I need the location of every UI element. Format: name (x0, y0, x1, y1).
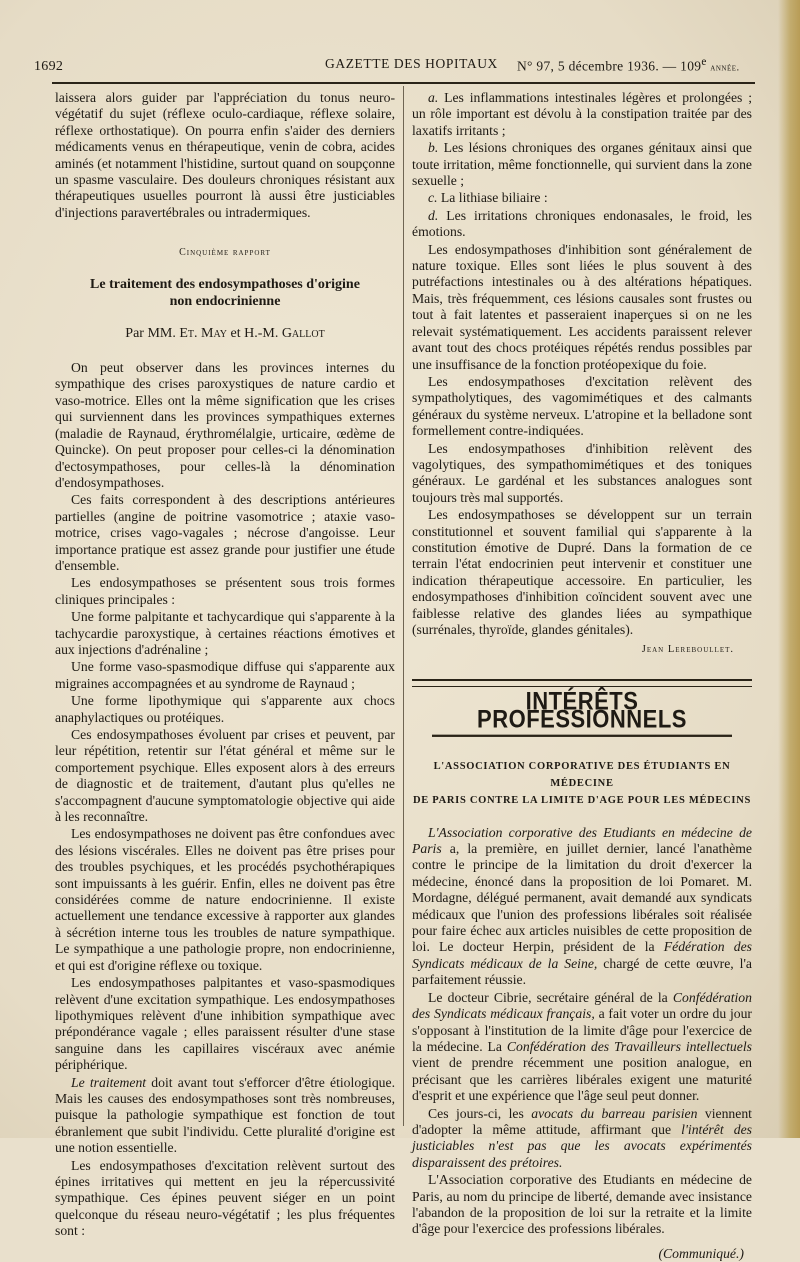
paragraph: Ces endosympathoses évoluent par crises et peuvent, par leur répétition, retentir sur l'état général et même sur le comportement psychique. Elles exposent alors à des erreurs de diagnostic et de traitement, d'autant plus qu'elles ne s'accompagnent d'aucune symptomatologie objective qui aide à les reconnaître. (55, 727, 395, 825)
column-divider (403, 86, 404, 1126)
report-authors: Par MM. Et. May et H.-M. Gallot (125, 325, 325, 341)
paragraph: Les endosympathoses palpitantes et vaso-spasmodiques relèvent d'une excitation sympathique. Les endosympathoses lipothymiques relèvent d'une inhibition sympathique avec prépondérance vagale ; elles paraissent résulter d'une stase sanguine dans les capillaires viscéraux avec anémie périphérique. (55, 975, 395, 1073)
paragraph: Les endosympathoses ne doivent pas être confondues avec des lésions viscérales. Elles ne doivent pas être prises pour des troubles psychiques, et les procédés psychothérapiques sont impuissants à les guérir. Enfin, elles ne doivent pas être considérées comme de nature endocrinienne. Il existe actuellement une tendance excessive à rapporter aux glandes à sécrétion interne tous les troubles de nature sympathique. Le sympathique a une pathologie propre, non endocrinienne, et qui est d'origine réflexe ou toxique. (55, 826, 395, 973)
list-item: a. Les inflammations intestinales légères et prolongées ; un rôle important est dévolu à la constipation traitée par des laxatifs irritants ; (412, 90, 752, 138)
paragraph: Le traitement doit avant tout s'efforcer d'être étiologique. Mais les causes des endosympathoses sont très nombreuses, puisque la pathologie sympathique est fonction de tout ébranlement que subit l'individu. Cette pluralité d'origine est une notion essentielle. (55, 1074, 395, 1156)
paragraph: Le docteur Cibrie, secrétaire général de la Confédération des Syndicats médicaux français, a fait voter un ordre du jour s'opposant à l'institution de la limite d'âge pour l'exercice de la médecine. La Confédération des Travailleurs intellectuels vient de prendre récemment une position analogue, en précisant que les carrières libérales exigent une maturité d'esprit et une expérience que l'âge seul peut donner. (412, 989, 752, 1104)
paragraph: Les endosympathoses d'inhibition sont généralement de nature toxique. Elles sont liées le plus souvent à des putréfactions intestinales ou à des altérations hépatiques. Mais, très fréquemment, ces lésions causales sont frustes ou tout à fait latentes et passeraient inaperçues si on ne les relevait systématiquement. Les accidents paraissent relever avant tout des chocs protéiques répétés rendus possibles par une insuffisance de la fonction protéopexique du foie. (412, 241, 752, 372)
author-signature: Jean Lereboullet. (641, 644, 734, 656)
paragraph: laissera alors guider par l'appréciation du tonus neuro-végétatif du sujet (réflexe oculo-cardiaque, réflexe solaire, réflexe orthostatique). On pourra enfin s'aider des derniers médicaments venus en thérapeutique, venin de cobra, acides aminés (et notamment l'histidine, surtout quand on soupçonne un spasme vasculaire. Des douleurs chroniques résistant aux thérapeutiques usuelles pourront là aussi être justiciables d'injections paravertébrales ou intradermiques. (55, 90, 395, 220)
paragraph: Ces jours-ci, les avocats du barreau parisien viennent d'adopter la même attitude, affirmant que l'intérêt des justiciables n'est pas que les avocats expérimentés disparaissent des prétoires. (412, 1105, 752, 1170)
list-item: c. La lithiase biliaire : (428, 190, 548, 206)
report-title: Le traitement des endosympathoses d'origine non endocrinienne (90, 276, 360, 309)
left-column (55, 90, 395, 1241)
paragraph: On peut observer dans les provinces internes du sympathique des crises paroxystiques de nature cardio et vaso-motrice. Elles ont la même signification que les crises qui surviennent dans les provinces sympathiques externes (maladie de Raynaud, érythromélalgie, urticaire, œdème de Quincke). On peut proposer pour celles-ci la dénomination d'ectosympathoses, pour celles-là la dénomination d'endosympathoses. (55, 360, 395, 490)
section-title: INTÉRÊTS PROFESSIONNELS (432, 692, 732, 737)
page-header (30, 52, 765, 76)
paragraph: Une forme palpitante et tachycardique qui s'apparente à la tachycardie paroxystique, à certaines réactions émotives et aux injections d'adrénaline ; (55, 609, 395, 657)
paragraph: Les endosympathoses d'inhibition relèvent des vagolytiques, des sympathomimétiques et des toniques généraux. Le gardénal et les substances analogues sont toujours très mal supportés. (412, 440, 752, 505)
paragraph: L'Association corporative des Etudiants en médecine de Paris, au nom du principe de liberté, demande avec insistance l'abandon de la proposition de loi sur la retraite et la limite d'âge pour l'exercice des professions libérales. (412, 1172, 752, 1237)
paragraph: Les endosympathoses se développent sur un terrain constitutionnel et souvent familial qui s'apparente à la constitution émotive de Dupré. Dans la formation de ce terrain l'état endocrinien peut intervenir et constituer une indication thérapeutique accessoire. En particulier, les endosympathoses d'inhibition coïncident souvent avec une faiblesse relative des glandes liées au sympathique (surrénales, thyroïde, glandes génitales). (412, 507, 752, 637)
report-label: Cinquième rapport (179, 247, 271, 259)
paragraph: Les endosympathoses se présentent sous trois formes cliniques principales : (55, 575, 395, 607)
list-item: d. Les irritations chroniques endonasales, le froid, les émotions. (412, 207, 752, 240)
journal-name: GAZETTE DES HOPITAUX (325, 56, 498, 71)
paragraph: Une forme vaso-spasmodique diffuse qui s'apparente aux migraines accompagnées et au syndrome de Raynaud ; (55, 659, 395, 691)
paragraph: Ces faits correspondent à des descriptions antérieures partielles (angine de poitrine vasomotrice ; ataxie vaso-motrice, crises vago-vagales ; nécrose d'angoisse. Leur importance pratique est assez grande pour justifier une étude d'ensemble. (55, 492, 395, 573)
right-column (412, 90, 752, 1262)
page-number: 1692 (34, 59, 64, 74)
article-title: L'ASSOCIATION CORPORATIVE DES ÉTUDIANTS EN MÉDECINE DE PARIS CONTRE LA LIMITE D'AGE POUR LES MÉDECINS (412, 760, 752, 806)
paragraph: Une forme lipothymique qui s'apparente aux chocs anaphylactiques ou protéiques. (55, 693, 395, 725)
issue-info: N° 97, 5 décembre 1936. — 109e année. (517, 56, 740, 74)
communique-note: (Communiqué.) (658, 1245, 744, 1261)
page-edge-shadow (778, 0, 800, 1138)
paragraph: L'Association corporative des Etudiants en médecine de Paris a, la première, en juillet dernier, lancé l'anathème contre le principe de la limitation du droit d'exercer la médecine, énoncé dans la proposition de loi Pomaret. M. Mordagne, délégué permanent, avait demandé aux syndicats médicaux que l'union des professions libérales soit réalisée pour faire échec aux articles nuisibles de cette proposition de loi. Le docteur Herpin, président de la Fédération des Syndicats médicaux de la Seine, chargé de cette œuvre, l'a parfaitement réussie. (412, 824, 753, 988)
list-item: b. Les lésions chroniques des organes génitaux ainsi que toute irritation, même fonctionnelle, qui survient dans la zone sexuelle ; (412, 140, 752, 189)
paragraph: Les endosympathoses d'excitation relèvent des sympatholytiques, des vagomimétiques et des calmants généraux du système nerveux. L'atropine et la belladone sont formellement contre-indiquées. (412, 373, 752, 439)
paragraph: Les endosympathoses d'excitation relèvent surtout des épines irritatives qui mettent en jeu la répercussivité sympathique. Ces épines peuvent siéger en un point quelconque du réseau neuro-végétatif ; les plus fréquentes sont : (55, 1157, 395, 1239)
header-rule (52, 82, 755, 84)
